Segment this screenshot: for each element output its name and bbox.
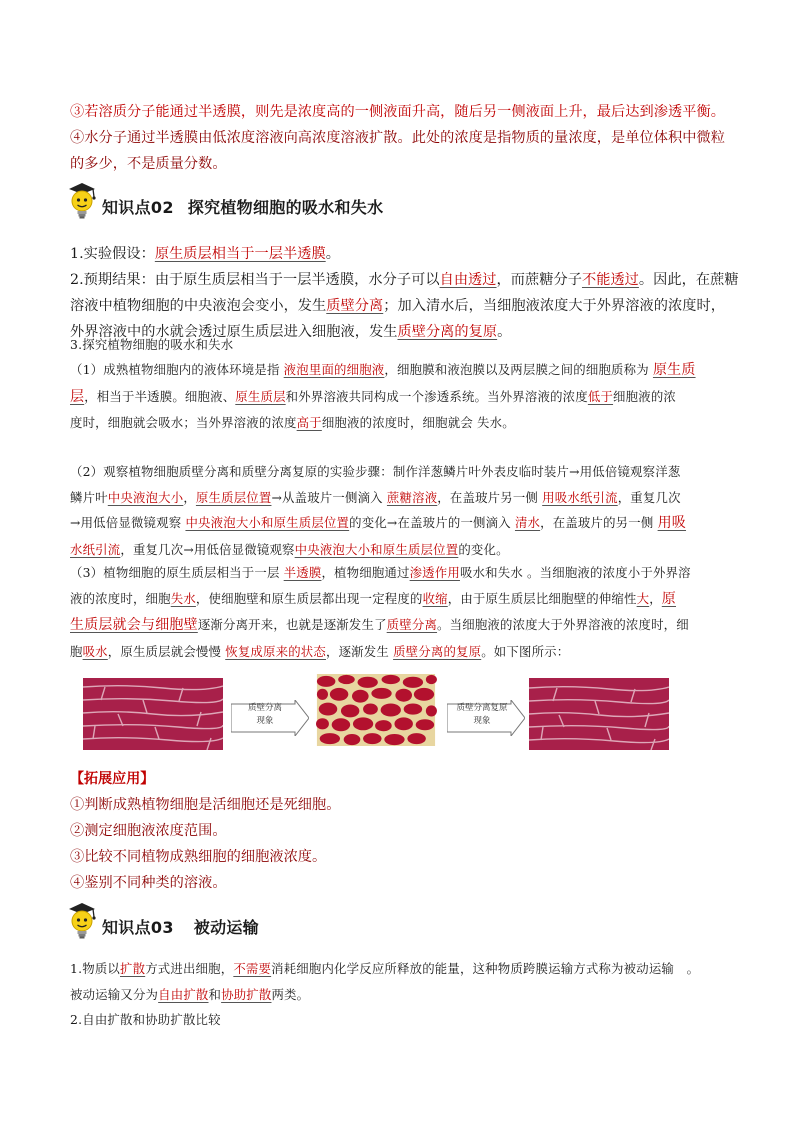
scholar-bulb-icon	[66, 182, 98, 220]
experiment-point-3: （3）植物细胞的原生质层相当于一层 半透膜，植物细胞通过渗透作用吸水和失水 。当细胞液的浓度小于外界溶 液的浓度时，细胞失水，使细胞壁和原生质层都出现一定程度的收缩，由于原生质层比细胞壁的伸缩性大，原 生质层就会与细胞壁逐渐分离开来，也就是逐渐发生了质壁分离。当细胞液的浓度大于外界溶液的浓度时，细 胞吸水，原生质层就会慢慢 恢复成原来的状态，逐渐发生 质壁分离的复原。如下图所示：	[70, 565, 691, 659]
comparison-subtitle: 2.自由扩散和协助扩散比较	[70, 1012, 221, 1027]
section-02-heading	[66, 180, 383, 220]
plasmolysis-figure	[83, 674, 671, 752]
extension-item: ①判断成熟植物细胞是活细胞还是死细胞。	[70, 797, 341, 813]
experiment-point-2: （2）观察植物细胞质壁分离和质壁分离复原的实验步骤：制作洋葱鳞片叶外表皮临时装片→用低倍镜观察洋葱 鳞片叶中央液泡大小，原生质层位置→从盖玻片一侧滴入 蔗糖溶液，在盖玻片另一侧 用吸水纸引流，重复几次 →用低倍显微镜观察 中央液泡大小和原生质层位置的变化→在盖玻片的一侧滴入 清水，在盖玻片的另一侧 用吸 水纸引流，重复几次→用低倍显微镜观察中央液泡大小和原生质层位置的变化。	[70, 464, 687, 557]
extension-title: 【拓展应用】	[70, 771, 155, 787]
section-03-number: 知识点03	[102, 918, 174, 937]
extension-item: ④鉴别不同种类的溶液。	[70, 875, 227, 891]
experiment-point-1: （1）成熟植物细胞内的液体环境是指 液泡里面的细胞液，细胞膜和液泡膜以及两层膜之间的细胞质称为 原生质 层，相当于半透膜。细胞液、原生质层和外界溶液共同构成一个渗透系统。当外界溶液的浓度低于细胞液的浓 度时，细胞就会吸水；当外界溶液的浓度高于细胞液的浓度时，细胞就会 失水。	[70, 362, 696, 430]
osmosis-note-4: ④水分子通过半透膜由低浓度溶液向高浓度溶液扩散。此处的浓度是指物质的量浓度，是单位体积中微粒 的多少，不是质量分数。	[70, 130, 725, 172]
passive-transport-paragraph: 1.物质以扩散方式进出细胞，不需要消耗细胞内化学反应所释放的能量，这种物质跨膜运输方式称为被动运输 。 被动运输又分为自由扩散和协助扩散两类。 2.自由扩散和协助扩散比较	[70, 956, 726, 1033]
normal-cells-image	[83, 678, 223, 750]
expected-results-paragraph: 2.预期结果：由于原生质层相当于一层半透膜，水分子可以自由透过，而蔗糖分子不能透过。因此，在蔗糖 溶液中植物细胞的中央液泡会变小，发生质壁分离；加入清水后，当细胞液浓度大于外界溶液的浓度时， 外界溶液中的水就会透过原生质层进入细胞液，发生质壁分离的复原。	[70, 272, 739, 340]
section-02-number: 知识点02	[102, 198, 174, 217]
plasmolyzed-cells-image	[312, 674, 440, 746]
osmosis-note-3: ③若溶质分子能通过半透膜，则先是浓度高的一侧液面升高，随后另一侧液面上升，最后达到渗透平衡。	[70, 104, 725, 120]
hypothesis-line: 1.实验假设：原生质层相当于一层半透膜。	[70, 246, 340, 262]
extension-block	[70, 766, 726, 896]
arrow-2-label-top: 质壁分离复原	[456, 703, 508, 713]
arrow-1-label-top: 质壁分离	[247, 703, 282, 713]
recovered-cells-image	[529, 678, 669, 750]
section-03-title: 被动运输	[193, 918, 259, 937]
scholar-bulb-icon	[66, 902, 98, 940]
extension-item: ②测定细胞液浓度范围。	[70, 823, 227, 839]
section-03-heading	[66, 900, 259, 940]
extension-item: ③比较不同植物成熟细胞的细胞液浓度。	[70, 849, 327, 865]
section-02-title: 探究植物细胞的吸水和失水	[187, 198, 384, 217]
arrow-1-label-bottom: 现象	[256, 716, 274, 726]
experiment-subtitle: 3.探究植物细胞的吸水和失水	[70, 337, 234, 352]
arrow-2-label-bottom: 现象	[473, 716, 491, 726]
